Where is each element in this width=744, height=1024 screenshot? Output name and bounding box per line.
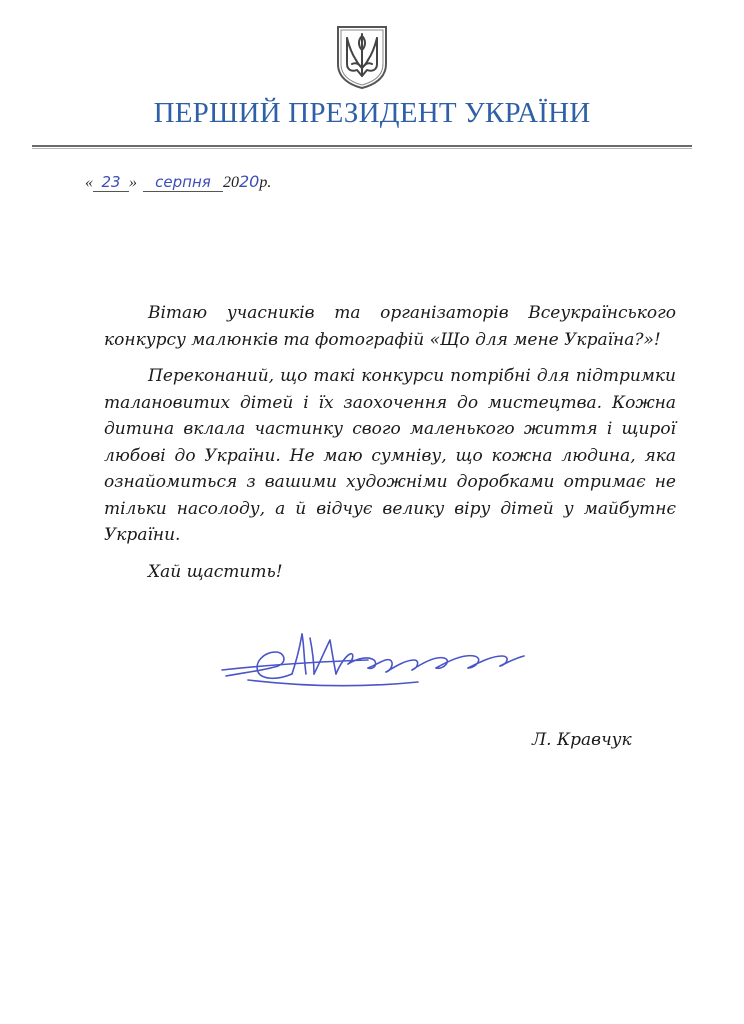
paragraph-wish: Хай щастить! [148,561,283,582]
date-year-suffix: р. [259,174,272,191]
paragraph-main: Переконаний, що такі конкурси потрібні для підтримки талановитих дітей і їх заохочення до мистецтва. Кожна дитина вклала частинку свого маленького життя і щирої любові до України. Не маю сумніву, що кожна людина, яка ознайомиться з вашими художніми доробками отримає не тільки насолоду, а й відчує велику віру дітей у майбутнє України. [104,366,676,545]
header-divider [32,145,692,147]
trident-coat-of-arms-icon [332,24,392,90]
paragraph-greeting: Вітаю учасників та організаторів Всеукраїнського конкурсу малюнків та фотографій «Що для мене Україна?»! [104,303,676,350]
handwritten-signature-icon [218,622,528,702]
page-title: ПЕРШИЙ ПРЕЗИДЕНТ УКРАЇНИ [153,97,591,129]
date-year-fill: 20 [239,172,260,191]
signer-name: Л. Кравчук [532,730,632,750]
date-year-prefix: 20 [223,174,239,191]
letter-body [104,300,676,595]
date-open-quote: « [85,174,93,191]
date-month: серпня [143,173,223,192]
header-divider-shadow [32,148,692,149]
date-day: 23 [93,173,129,192]
date-close-quote: » [129,174,137,191]
letter-date [85,172,271,192]
